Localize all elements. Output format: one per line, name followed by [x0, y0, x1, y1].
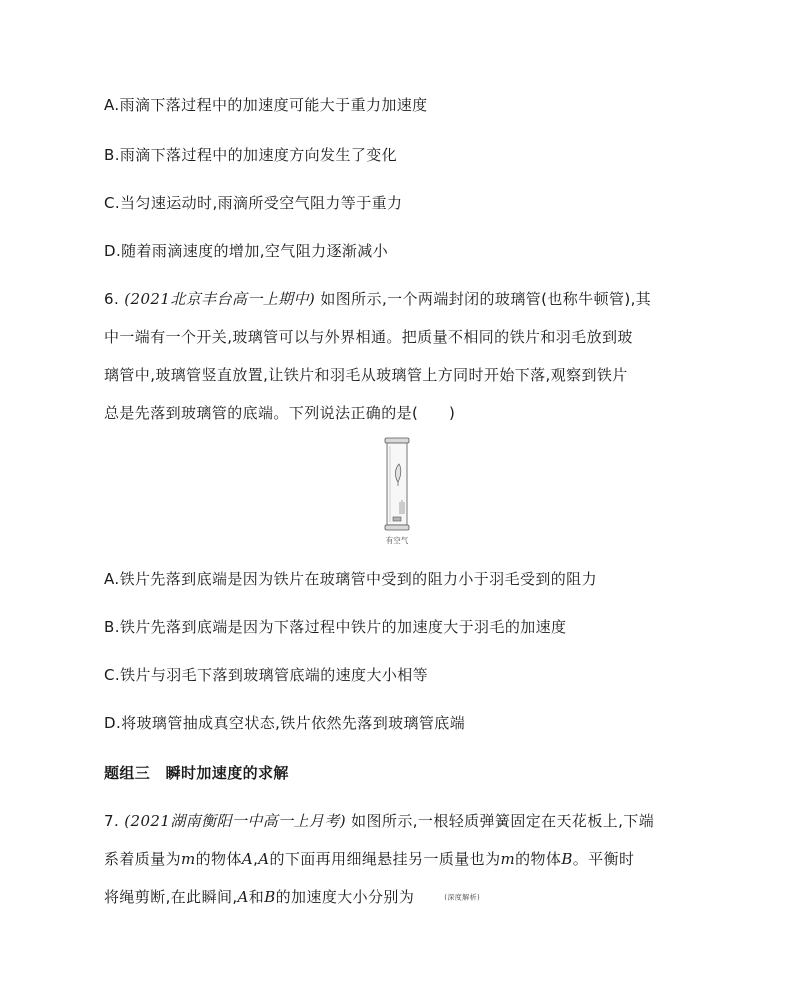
q6-source: (2021北京丰台高一上期中): [124, 290, 316, 308]
q6-number: 6.: [104, 290, 120, 308]
q7-text: 的物体: [195, 850, 242, 868]
q6-line-1: [104, 288, 651, 309]
var-b: B: [561, 850, 573, 868]
q7-line-3: [104, 886, 480, 907]
q7-text: 的加速度大小分别为: [275, 888, 415, 906]
q7-line-1: [104, 810, 654, 831]
var-a: A: [241, 850, 254, 868]
var-m: m: [181, 850, 196, 868]
q6-option-b: B.铁片先落到底端是因为下落过程中铁片的加速度大于羽毛的加速度: [104, 618, 567, 636]
q7-text: 系着质量为: [104, 850, 182, 868]
q6-text-1: 如图所示,一个两端封闭的玻璃管(也称牛顿管),其: [320, 290, 652, 308]
q5-option-c: C.当匀速运动时,雨滴所受空气阻力等于重力: [104, 194, 403, 212]
q5-option-d: D.随着雨滴速度的增加,空气阻力逐渐减小: [104, 242, 389, 260]
var-a: A: [237, 888, 249, 906]
q7-text-1: 如图所示,一根轻质弹簧固定在天花板上,下端: [351, 812, 655, 830]
iron-piece-shape: [393, 517, 401, 521]
q6-line-2: 中一端有一个开关,玻璃管可以与外界相通。把质量不相同的铁片和羽毛放到玻: [104, 328, 633, 346]
newton-tube-figure: [372, 436, 422, 546]
q7-text: 和: [248, 888, 265, 906]
q7-number: 7.: [104, 812, 120, 830]
q7-text: 将绳剪断,在此瞬间,: [104, 888, 238, 906]
q6-option-a: A.铁片先落到底端是因为铁片在玻璃管中受到的阻力小于羽毛受到的阻力: [104, 570, 597, 588]
q5-option-b: B.雨滴下落过程中的加速度方向发生了变化: [104, 146, 398, 164]
q6-line-3: 璃管中,玻璃管竖直放置,让铁片和羽毛从玻璃管上方同时开始下落,观察到铁片: [104, 366, 628, 384]
var-m: m: [500, 850, 516, 868]
figure-caption: 有空气: [385, 536, 409, 545]
deep-analysis-tag: (深度解析): [444, 893, 481, 902]
q6-option-d: D.将玻璃管抽成真空状态,铁片依然先落到玻璃管底端: [104, 714, 466, 732]
q6-option-c: C.铁片与羽毛下落到玻璃管底端的速度大小相等: [104, 666, 429, 684]
q7-text: 的下面再用细绳悬挂另一质量也为: [269, 850, 501, 868]
q7-line-2: [104, 848, 634, 869]
q7-text: ,: [253, 850, 259, 868]
var-a: A: [258, 850, 270, 868]
q7-source: (2021湖南衡阳一中高一上月考): [124, 812, 346, 830]
q7-text: 的物体: [515, 850, 562, 868]
var-b: B: [264, 888, 276, 906]
q6-line-4: 总是先落到玻璃管的底端。下列说法正确的是( ): [104, 404, 456, 422]
q7-text: 。平衡时: [572, 850, 635, 868]
q5-option-a: A.雨滴下落过程中的加速度可能大于重力加速度: [104, 96, 428, 114]
section-heading: 题组三 瞬时加速度的求解: [104, 764, 289, 782]
newton-tube-illustration: [372, 436, 422, 546]
